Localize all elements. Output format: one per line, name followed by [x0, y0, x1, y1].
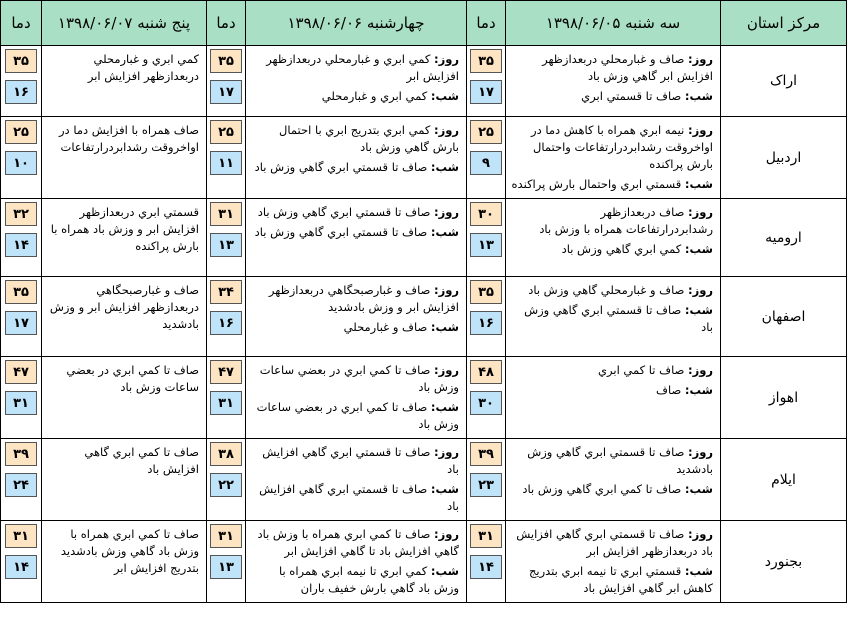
temp-header: دما — [207, 1, 246, 46]
temp-cell — [207, 357, 246, 439]
night-label: شب: — [684, 242, 713, 256]
night-forecast — [251, 563, 459, 597]
table-row — [1, 46, 847, 117]
min-temp: ۱۴ — [5, 233, 37, 257]
forecast-cell — [42, 117, 207, 199]
temp-cell — [467, 117, 506, 199]
province-name: اصفهان — [721, 277, 847, 357]
forecast-cell — [246, 357, 467, 439]
temp-cell — [207, 277, 246, 357]
day-label: روز: — [434, 283, 459, 297]
min-temp: ۱۷ — [5, 311, 37, 335]
day-forecast — [511, 362, 713, 379]
night-label: شب: — [684, 564, 713, 578]
day-label: روز: — [434, 527, 459, 541]
night-forecast — [511, 563, 713, 597]
day-forecast — [251, 51, 459, 85]
day-forecast — [511, 122, 713, 173]
table-row — [1, 117, 847, 199]
max-temp: ۳۰ — [470, 202, 502, 226]
night-text: صاف تا قسمتي ابري گاهي وزش باد — [524, 303, 713, 334]
day-forecast — [511, 282, 713, 299]
forecast-cell — [246, 277, 467, 357]
max-temp: ۳۹ — [470, 442, 502, 466]
night-label: شب: — [430, 160, 459, 174]
day-forecast — [511, 204, 713, 238]
temp-cell — [1, 117, 42, 199]
min-temp: ۱۳ — [210, 233, 242, 257]
min-temp: ۱۶ — [470, 311, 502, 335]
day-text: صاف تا کمي ابري — [598, 363, 685, 377]
min-temp: ۱۶ — [210, 311, 242, 335]
day-text: صاف تا قسمتي ابري گاهي وزش بادشديد — [527, 445, 713, 476]
forecast-cell — [506, 117, 721, 199]
night-label: شب: — [430, 564, 459, 578]
night-label: شب: — [684, 303, 713, 317]
day-text: صاف تا کمي ابري در بعضي ساعات وزش باد — [259, 363, 459, 394]
day1-header: سه شنبه ۱۳۹۸/۰۶/۰۵ — [506, 1, 721, 46]
forecast-cell — [506, 521, 721, 603]
day3-header: پنج شنبه ۱۳۹۸/۰۶/۰۷ — [42, 1, 207, 46]
min-temp: ۱۴ — [5, 555, 37, 579]
min-temp: ۲۳ — [470, 473, 502, 497]
province-name: اردبيل — [721, 117, 847, 199]
temp-cell — [1, 46, 42, 117]
min-temp: ۲۲ — [210, 473, 242, 497]
night-forecast — [511, 176, 713, 193]
forecast-cell — [246, 439, 467, 521]
day-text: صاف تا قسمتي ابري گاهي وزش باد — [257, 205, 431, 219]
forecast-cell — [42, 439, 207, 521]
min-temp: ۱۳ — [210, 555, 242, 579]
forecast-cell — [506, 199, 721, 277]
day-label: روز: — [434, 363, 459, 377]
day2-header: چهارشنبه ۱۳۹۸/۰۶/۰۶ — [246, 1, 467, 46]
min-temp: ۱۷ — [470, 80, 502, 104]
night-forecast — [511, 302, 713, 336]
max-temp: ۳۵ — [470, 280, 502, 304]
night-text: کمي ابري گاهي وزش باد — [561, 242, 682, 256]
table-row — [1, 521, 847, 603]
table-row — [1, 439, 847, 521]
night-forecast — [251, 481, 459, 515]
min-temp: ۹ — [470, 151, 502, 175]
night-forecast — [251, 399, 459, 433]
day-text: صاف دربعدازظهر رشدابردرارتفاعات همراه با وزش باد — [539, 205, 713, 236]
province-name: بجنورد — [721, 521, 847, 603]
day-forecast — [251, 444, 459, 478]
temp-cell — [1, 199, 42, 277]
max-temp: ۴۷ — [5, 360, 37, 384]
forecast-cell — [246, 521, 467, 603]
forecast-cell — [42, 521, 207, 603]
min-temp: ۳۰ — [470, 391, 502, 415]
max-temp: ۲۵ — [5, 120, 37, 144]
province-name: اروميه — [721, 199, 847, 277]
day-text: کمي ابري بتدريج ابري با احتمال بارش گاهي وزش باد — [279, 123, 459, 154]
province-name: ايلام — [721, 439, 847, 521]
day-forecast — [511, 444, 713, 478]
province-name: اهواز — [721, 357, 847, 439]
temp-cell — [467, 277, 506, 357]
night-forecast — [251, 88, 459, 105]
max-temp: ۴۸ — [470, 360, 502, 384]
night-text: کمي ابري و غبارمحلي — [321, 89, 428, 103]
day3-forecast-text: صاف تا کمي ابري گاهي افزايش باد — [84, 445, 199, 476]
day-forecast — [251, 362, 459, 396]
day-label: روز: — [434, 52, 459, 66]
temp-cell — [207, 199, 246, 277]
day-text: کمي ابري و غبارمحلي دربعدازظهر افزايش ابر — [266, 52, 459, 83]
min-temp: ۳۱ — [5, 391, 37, 415]
min-temp: ۱۱ — [210, 151, 242, 175]
day-text: صاف و غبارصبحگاهي دربعدازظهر افزايش ابر و وزش بادشديد — [268, 283, 459, 314]
temp-cell — [207, 46, 246, 117]
day-forecast — [251, 526, 459, 560]
day-label: روز: — [688, 445, 713, 459]
min-temp: ۳۱ — [210, 391, 242, 415]
temp-cell — [1, 277, 42, 357]
night-label: شب: — [430, 482, 459, 496]
day-forecast — [511, 526, 713, 560]
table-row — [1, 357, 847, 439]
night-text: کمي ابري تا نيمه ابري همراه با وزش باد گاهي بارش خفيف باران — [278, 564, 459, 595]
max-temp: ۳۱ — [210, 202, 242, 226]
max-temp: ۳۱ — [210, 524, 242, 548]
day-forecast — [511, 51, 713, 85]
day-text: صاف تا قسمتي ابري گاهي افزايش باد — [262, 445, 459, 476]
night-text: صاف تا قسمتي ابري گاهي وزش باد — [254, 160, 428, 174]
night-forecast — [251, 319, 459, 336]
forecast-cell — [42, 357, 207, 439]
forecast-cell — [506, 357, 721, 439]
day-text: صاف تا کمي ابري همراه با وزش باد گاهي افزايش باد تا گاهي افزايش ابر — [257, 527, 459, 558]
night-label: شب: — [684, 482, 713, 496]
temp-cell — [1, 357, 42, 439]
day-text: صاف تا قسمتي ابري گاهي افزايش باد دربعدازظهر افزايش ابر — [516, 527, 713, 558]
day3-forecast-text: صاف تا کمي ابري در بعضي ساعات وزش باد — [66, 363, 199, 394]
night-label: شب: — [684, 177, 713, 191]
temp-cell — [467, 439, 506, 521]
min-temp: ۱۴ — [470, 555, 502, 579]
max-temp: ۳۵ — [210, 49, 242, 73]
forecast-cell — [42, 46, 207, 117]
min-temp: ۱۳ — [470, 233, 502, 257]
forecast-cell — [506, 439, 721, 521]
day-label: روز: — [688, 283, 713, 297]
max-temp: ۳۱ — [470, 524, 502, 548]
max-temp: ۳۲ — [5, 202, 37, 226]
night-forecast — [511, 481, 713, 498]
forecast-cell — [506, 46, 721, 117]
forecast-cell — [42, 277, 207, 357]
day-label: روز: — [434, 445, 459, 459]
forecast-cell — [246, 117, 467, 199]
day-text: نيمه ابري همراه با کاهش دما در اواخروقت رشدابردرارتفاعات واحتمال بارش پراکنده — [531, 123, 713, 171]
min-temp: ۱۷ — [210, 80, 242, 104]
header-row — [1, 1, 847, 46]
night-text: قسمتي ابري تا نيمه ابري بتدريج کاهش ابر گاهي افزايش باد — [528, 564, 713, 595]
temp-cell — [207, 521, 246, 603]
night-text: صاف — [656, 383, 682, 397]
night-label: شب: — [430, 225, 459, 239]
temp-cell — [207, 439, 246, 521]
night-forecast — [511, 88, 713, 105]
temp-cell — [467, 199, 506, 277]
temp-cell — [467, 521, 506, 603]
day-text: صاف و غبارمحلي دربعدازظهر افزايش ابر گاهي وزش باد — [542, 52, 713, 83]
night-label: شب: — [684, 383, 713, 397]
day-label: روز: — [434, 123, 459, 137]
night-text: صاف تا قسمتي ابري گاهي افزايش باد — [259, 482, 459, 513]
night-forecast — [251, 224, 459, 241]
province-name: اراک — [721, 46, 847, 117]
day-forecast — [251, 282, 459, 316]
max-temp: ۳۸ — [210, 442, 242, 466]
forecast-cell — [246, 199, 467, 277]
night-text: صاف تا کمي ابري در بعضي ساعات وزش باد — [256, 400, 459, 431]
night-text: صاف و غبارمحلي — [343, 320, 428, 334]
max-temp: ۴۷ — [210, 360, 242, 384]
max-temp: ۳۵ — [5, 280, 37, 304]
day-forecast — [251, 204, 459, 221]
min-temp: ۱۰ — [5, 151, 37, 175]
night-text: قسمتي ابري واحتمال بارش پراکنده — [511, 177, 682, 191]
max-temp: ۳۵ — [470, 49, 502, 73]
table-row — [1, 199, 847, 277]
min-temp: ۲۴ — [5, 473, 37, 497]
day3-forecast-text: کمي ابري و غبارمحلي دربعدازظهر افزايش ابر — [87, 52, 199, 83]
forecast-cell — [42, 199, 207, 277]
day-label: روز: — [688, 527, 713, 541]
max-temp: ۳۴ — [210, 280, 242, 304]
night-forecast — [511, 382, 713, 399]
max-temp: ۳۹ — [5, 442, 37, 466]
night-forecast — [251, 159, 459, 176]
max-temp: ۲۵ — [210, 120, 242, 144]
forecast-cell — [506, 277, 721, 357]
day-label: روز: — [688, 205, 713, 219]
day3-forecast-text: قسمتي ابري دربعدازظهر افزايش ابر و وزش باد همراه با بارش پراکنده — [50, 205, 199, 253]
temp-cell — [467, 357, 506, 439]
night-text: صاف تا قسمتي ابري گاهي وزش باد — [254, 225, 428, 239]
forecast-cell — [246, 46, 467, 117]
night-forecast — [511, 241, 713, 258]
temp-cell — [207, 117, 246, 199]
day-label: روز: — [688, 123, 713, 137]
night-label: شب: — [684, 89, 713, 103]
day3-forecast-text: صاف و غبارصبحگاهي دربعدازظهر افزايش ابر و وزش بادشديد — [49, 283, 199, 331]
day3-forecast-text: صاف تا کمي ابري همراه با وزش باد گاهي وزش بادشديد بتدريج افزايش ابر — [60, 527, 199, 575]
province-header: مرکز استان — [721, 1, 847, 46]
day-label: روز: — [688, 363, 713, 377]
night-label: شب: — [430, 89, 459, 103]
day-text: صاف و غبارمحلي گاهي وزش باد — [528, 283, 685, 297]
min-temp: ۱۶ — [5, 80, 37, 104]
night-label: شب: — [430, 320, 459, 334]
max-temp: ۲۵ — [470, 120, 502, 144]
day-label: روز: — [434, 205, 459, 219]
temp-header: دما — [467, 1, 506, 46]
day-forecast — [251, 122, 459, 156]
day3-forecast-text: صاف همراه با افزايش دما در اواخروقت رشدابردرارتفاعات — [58, 123, 199, 154]
temp-cell — [467, 46, 506, 117]
night-text: صاف تا قسمتي ابري — [581, 89, 682, 103]
max-temp: ۳۱ — [5, 524, 37, 548]
temp-cell — [1, 439, 42, 521]
max-temp: ۳۵ — [5, 49, 37, 73]
day-label: روز: — [688, 52, 713, 66]
table-row — [1, 277, 847, 357]
night-label: شب: — [430, 400, 459, 414]
temp-header: دما — [1, 1, 42, 46]
temp-cell — [1, 521, 42, 603]
night-text: صاف تا کمي ابري گاهي وزش باد — [522, 482, 682, 496]
